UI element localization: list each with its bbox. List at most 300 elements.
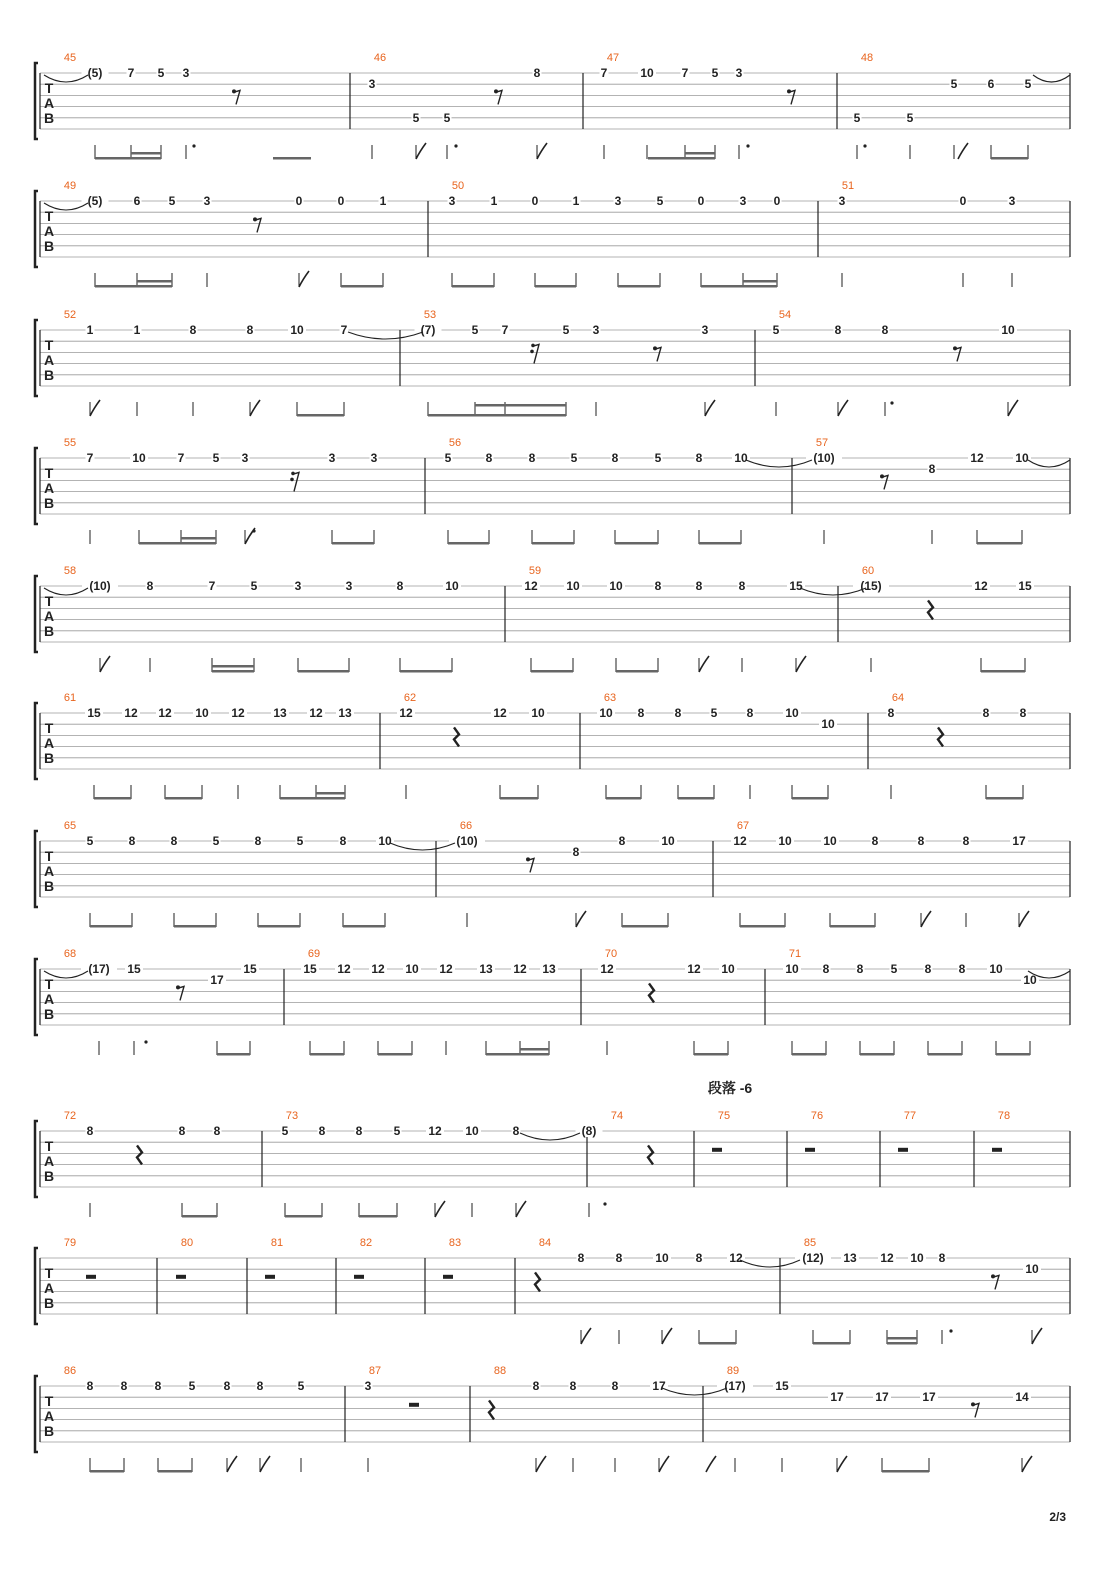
fret-number: 5 xyxy=(250,579,258,593)
fret-number: 8 xyxy=(178,1124,186,1138)
fret-number: 10 xyxy=(785,706,799,720)
note-flag xyxy=(576,911,586,927)
system-bracket xyxy=(35,703,38,779)
fret-number: 8 xyxy=(887,706,895,720)
fret-number: 7 xyxy=(177,451,185,465)
fret-number: 12 xyxy=(428,1124,442,1138)
whole-bar-rest xyxy=(443,1275,453,1279)
system-bracket xyxy=(35,1248,38,1324)
measure-number: 56 xyxy=(448,437,462,449)
note-flag xyxy=(662,1328,672,1344)
note-beam xyxy=(928,1053,962,1056)
fret-number: 8 xyxy=(962,834,970,848)
fret-number: 10 xyxy=(465,1124,479,1138)
measure-number: 81 xyxy=(270,1237,284,1249)
fret-number: 3 xyxy=(203,194,211,208)
fret-number: 0 xyxy=(697,194,705,208)
measure-number: 73 xyxy=(285,1110,299,1122)
whole-bar-rest xyxy=(898,1148,908,1152)
fret-number: 10 xyxy=(445,579,459,593)
eighth-rest xyxy=(233,90,240,104)
fret-number: 8 xyxy=(834,323,842,337)
fret-number: 12 xyxy=(399,706,413,720)
fret-number: 5 xyxy=(86,834,94,848)
fret-number: 10 xyxy=(655,1251,669,1265)
note-beam xyxy=(90,1470,124,1473)
fret-number: 15 xyxy=(127,962,141,976)
fret-number: 8 xyxy=(512,1124,520,1138)
fret-number: 0 xyxy=(531,194,539,208)
fret-number: (8) xyxy=(581,1124,597,1138)
measure-number: 57 xyxy=(815,437,829,449)
fret-number: 8 xyxy=(533,66,541,80)
fret-number: 3 xyxy=(345,579,353,593)
fret-number: 10 xyxy=(531,706,545,720)
quarter-rest xyxy=(454,727,459,746)
note-beam xyxy=(137,280,172,283)
fret-number: 10 xyxy=(821,717,835,732)
note-beam xyxy=(535,285,576,288)
fret-number: 8 xyxy=(856,962,864,976)
fret-number: 15 xyxy=(789,579,803,593)
measure-number: 52 xyxy=(63,309,77,321)
tab-clef-letter: B xyxy=(43,1423,55,1439)
note-beam xyxy=(740,925,785,928)
fret-number: 8 xyxy=(318,1124,326,1138)
note-beam xyxy=(616,670,658,673)
fret-number: 8 xyxy=(637,706,645,720)
fret-number: 15 xyxy=(1018,579,1032,593)
fret-number: 10 xyxy=(910,1251,924,1265)
measure-number: 67 xyxy=(736,820,750,832)
dotted-note-dot xyxy=(863,144,866,147)
note-beam xyxy=(981,670,1025,673)
tab-clef-letter: B xyxy=(43,623,55,639)
note-beam xyxy=(310,1053,344,1056)
fret-number: 10 xyxy=(778,834,792,848)
fret-number: 3 xyxy=(294,579,302,593)
quarter-rest xyxy=(928,600,933,619)
fret-number: 8 xyxy=(86,1379,94,1393)
note-beam xyxy=(520,1048,549,1051)
fret-number: 8 xyxy=(695,451,703,465)
fret-number: 5 xyxy=(157,66,165,80)
note-beam xyxy=(341,285,383,288)
fret-number: (5) xyxy=(87,66,103,80)
fret-number: 10 xyxy=(1025,1262,1039,1277)
note-beam xyxy=(648,157,715,160)
tab-clef-letter: T xyxy=(44,465,54,481)
measure-number: 79 xyxy=(63,1237,77,1249)
fret-number: 10 xyxy=(405,962,419,976)
measure-number: 71 xyxy=(788,948,802,960)
note-beam xyxy=(699,542,741,545)
tab-clef-letter: B xyxy=(43,495,55,511)
fret-number: 5 xyxy=(443,110,451,125)
fret-number: 15 xyxy=(303,962,317,976)
dotted-note-dot xyxy=(144,1040,147,1043)
note-beam xyxy=(977,542,1022,545)
fret-number: 1 xyxy=(133,323,141,337)
tab-clef-letter: A xyxy=(43,1408,55,1424)
fret-number: 10 xyxy=(378,834,392,848)
quarter-rest xyxy=(938,727,943,746)
note-flag xyxy=(921,911,931,927)
measure-number: 76 xyxy=(810,1110,824,1122)
fret-number: (10) xyxy=(456,834,478,848)
tab-clef-letter: T xyxy=(44,1138,54,1154)
fret-number: 8 xyxy=(958,962,966,976)
note-beam xyxy=(694,1053,728,1056)
tab-clef-letter: A xyxy=(43,1153,55,1169)
fret-number: 3 xyxy=(735,66,743,80)
fret-number: 5 xyxy=(890,962,898,976)
note-beam xyxy=(343,925,385,928)
fret-number: 6 xyxy=(987,77,995,92)
note-flag xyxy=(838,400,848,416)
fret-number: 8 xyxy=(674,706,682,720)
tab-clef-letter: B xyxy=(43,238,55,254)
measure-number: 63 xyxy=(603,692,617,704)
fret-number: 10 xyxy=(566,579,580,593)
fret-number: 3 xyxy=(370,451,378,465)
dotted-note-dot xyxy=(192,144,195,147)
measure-number: 75 xyxy=(717,1110,731,1122)
note-flag xyxy=(581,1328,591,1344)
fret-number: 3 xyxy=(739,194,747,208)
fret-number: 8 xyxy=(569,1379,577,1393)
note-beam xyxy=(860,1053,894,1056)
fret-number: 10 xyxy=(132,451,146,465)
note-flag xyxy=(250,400,260,416)
tab-clef-letter: T xyxy=(44,80,54,96)
fret-number: 15 xyxy=(243,962,257,976)
whole-bar-rest xyxy=(354,1275,364,1279)
system-bracket xyxy=(35,1121,38,1197)
note-beam xyxy=(615,542,658,545)
system-bracket xyxy=(35,448,38,524)
fret-number: 8 xyxy=(86,1124,94,1138)
note-beam xyxy=(882,1470,929,1473)
fret-number: 6 xyxy=(133,194,141,208)
quarter-rest xyxy=(535,1272,540,1291)
tab-clef-letter: B xyxy=(43,367,55,383)
tab-clef-letter: A xyxy=(43,608,55,624)
note-beam xyxy=(743,280,777,283)
fret-number: 5 xyxy=(212,451,220,465)
note-beam xyxy=(212,665,254,668)
measure-number: 72 xyxy=(63,1110,77,1122)
fret-number: 10 xyxy=(195,706,209,720)
note-flag xyxy=(100,656,110,672)
measure-number: 58 xyxy=(63,565,77,577)
tab-clef-letter: A xyxy=(43,223,55,239)
fret-number: 10 xyxy=(609,579,623,593)
dotted-note-dot xyxy=(949,1329,952,1332)
fret-number: 10 xyxy=(290,323,304,337)
eighth-rest xyxy=(972,1403,979,1417)
note-beam xyxy=(622,925,668,928)
tab-clef-letter: A xyxy=(43,1280,55,1296)
fret-number: 12 xyxy=(729,1251,743,1265)
fret-number: 8 xyxy=(213,1124,221,1138)
fret-number: 8 xyxy=(871,834,879,848)
note-beam xyxy=(95,157,161,160)
fret-number: 10 xyxy=(721,962,735,976)
fret-number: 8 xyxy=(611,1379,619,1393)
fret-number: 8 xyxy=(528,451,536,465)
measure-number: 59 xyxy=(528,565,542,577)
fret-number: 8 xyxy=(146,579,154,593)
fret-number: 8 xyxy=(618,834,626,848)
fret-number: 8 xyxy=(485,451,493,465)
fret-number: 12 xyxy=(880,1251,894,1265)
system-bracket xyxy=(35,63,38,139)
note-beam xyxy=(297,414,344,417)
note-beam xyxy=(699,1342,736,1345)
measure-number: 53 xyxy=(423,309,437,321)
fret-number: 13 xyxy=(843,1251,857,1265)
fret-number: 15 xyxy=(87,706,101,720)
fret-number: 5 xyxy=(711,66,719,80)
eighth-rest xyxy=(254,218,261,232)
fret-number: 3 xyxy=(368,77,376,92)
fret-number: 17 xyxy=(830,1390,844,1405)
whole-bar-rest xyxy=(712,1148,722,1152)
fret-number: 5 xyxy=(281,1124,289,1138)
tab-clef-letter: T xyxy=(44,337,54,353)
tab-clef-letter: B xyxy=(43,1168,55,1184)
measure-number: 77 xyxy=(903,1110,917,1122)
fret-number: 8 xyxy=(254,834,262,848)
fret-number: 1 xyxy=(379,194,387,208)
fret-number: 7 xyxy=(208,579,216,593)
note-beam xyxy=(94,797,131,800)
fret-number: 3 xyxy=(364,1379,372,1393)
eighth-rest xyxy=(495,90,502,104)
measure-number: 65 xyxy=(63,820,77,832)
whole-bar-rest xyxy=(86,1275,96,1279)
note-beam xyxy=(792,1053,826,1056)
fret-number: 10 xyxy=(661,834,675,848)
note-beam xyxy=(400,670,452,673)
note-beam xyxy=(486,1053,549,1056)
note-flag xyxy=(435,1201,445,1217)
fret-number: 8 xyxy=(577,1251,585,1265)
fret-number: 8 xyxy=(746,706,754,720)
measure-number: 84 xyxy=(538,1237,552,1249)
fret-number: 12 xyxy=(600,962,614,976)
fret-number: 7 xyxy=(86,451,94,465)
fret-number: (15) xyxy=(860,579,882,593)
measure-number: 61 xyxy=(63,692,77,704)
note-beam xyxy=(131,152,161,155)
fret-number: 8 xyxy=(928,462,936,477)
eighth-rest xyxy=(992,1275,999,1289)
note-beam xyxy=(316,792,345,795)
fret-number: 8 xyxy=(396,579,404,593)
fret-number: 10 xyxy=(1023,973,1037,988)
fret-number: 3 xyxy=(328,451,336,465)
note-flag xyxy=(1019,911,1029,927)
fret-number: 7 xyxy=(127,66,135,80)
note-flag xyxy=(659,1456,669,1472)
tie-arc xyxy=(390,843,455,850)
measure-number: 51 xyxy=(841,180,855,192)
fret-number: 13 xyxy=(542,962,556,976)
note-beam xyxy=(532,542,574,545)
fret-number: 0 xyxy=(773,194,781,208)
note-beam xyxy=(378,1053,412,1056)
fret-number: 12 xyxy=(733,834,747,848)
dotted-note-dot xyxy=(890,401,893,404)
fret-number: 5 xyxy=(570,451,578,465)
note-beam xyxy=(996,1053,1030,1056)
note-beam xyxy=(991,157,1028,160)
whole-bar-rest xyxy=(265,1275,275,1279)
fret-number: 13 xyxy=(479,962,493,976)
tie-arc xyxy=(1028,460,1070,467)
note-flag xyxy=(1008,400,1018,416)
note-beam xyxy=(678,797,714,800)
measure-number: 46 xyxy=(373,52,387,64)
fret-number: 12 xyxy=(493,706,507,720)
tab-clef-letter: A xyxy=(43,480,55,496)
fret-number: 5 xyxy=(471,323,479,337)
fret-number: 8 xyxy=(938,1251,946,1265)
fret-number: 5 xyxy=(654,451,662,465)
system-bracket xyxy=(35,576,38,652)
note-flag xyxy=(299,271,309,287)
note-beam xyxy=(139,542,216,545)
note-beam xyxy=(448,542,489,545)
fret-number: 14 xyxy=(1015,1390,1029,1405)
note-flag xyxy=(260,1456,270,1472)
fret-number: 3 xyxy=(1008,194,1016,208)
fret-number: 12 xyxy=(309,706,323,720)
tab-clef-letter: T xyxy=(44,1265,54,1281)
fret-number: 3 xyxy=(701,323,709,337)
system-bracket xyxy=(35,320,38,396)
fret-number: 12 xyxy=(439,962,453,976)
fret-number: (7) xyxy=(420,323,436,337)
whole-bar-rest xyxy=(992,1148,1002,1152)
fret-number: 12 xyxy=(231,706,245,720)
tab-clef-letter: T xyxy=(44,720,54,736)
tab-clef-letter: B xyxy=(43,110,55,126)
fret-number: 5 xyxy=(853,110,861,125)
note-flag xyxy=(416,143,426,159)
measure-number: 66 xyxy=(459,820,473,832)
fret-number: 3 xyxy=(241,451,249,465)
fret-number: 15 xyxy=(775,1379,789,1393)
fret-number: 5 xyxy=(772,323,780,337)
note-flag xyxy=(1022,1456,1032,1472)
eighth-rest xyxy=(954,347,961,361)
note-flag xyxy=(837,1456,847,1472)
note-beam xyxy=(618,285,660,288)
note-beam xyxy=(158,1470,192,1473)
fret-number: 0 xyxy=(295,194,303,208)
fret-number: 8 xyxy=(654,579,662,593)
measure-number: 45 xyxy=(63,52,77,64)
note-beam xyxy=(792,797,828,800)
note-beam xyxy=(500,797,538,800)
note-beam xyxy=(174,925,216,928)
fret-number: 8 xyxy=(189,323,197,337)
tab-clef-letter: A xyxy=(43,352,55,368)
measure-number: 60 xyxy=(861,565,875,577)
note-beam xyxy=(887,1342,917,1345)
fret-number: (10) xyxy=(813,451,835,465)
measure-number: 54 xyxy=(778,309,792,321)
fret-number: (5) xyxy=(87,194,103,208)
fret-number: (12) xyxy=(802,1251,824,1265)
fret-number: 8 xyxy=(615,1251,623,1265)
note-beam xyxy=(165,797,202,800)
section-label: 段落 -6 xyxy=(707,1080,753,1096)
whole-bar-rest xyxy=(409,1403,419,1407)
fret-number: 8 xyxy=(917,834,925,848)
note-beam xyxy=(359,1215,397,1218)
fret-number: 5 xyxy=(168,194,176,208)
fret-number: 12 xyxy=(158,706,172,720)
fret-number: (17) xyxy=(724,1379,746,1393)
dotted-note-dot xyxy=(603,1202,606,1205)
fret-number: 17 xyxy=(875,1390,889,1405)
note-beam xyxy=(298,670,349,673)
tie-arc xyxy=(746,460,812,467)
fret-number: 7 xyxy=(340,323,348,337)
fret-number: 8 xyxy=(695,579,703,593)
fret-number: 8 xyxy=(120,1379,128,1393)
whole-bar-rest xyxy=(176,1275,186,1279)
measure-number: 74 xyxy=(610,1110,624,1122)
system-bracket xyxy=(35,831,38,907)
note-beam xyxy=(90,925,132,928)
tab-clef-letter: B xyxy=(43,1295,55,1311)
measure-number: 70 xyxy=(604,948,618,960)
fret-number: 1 xyxy=(572,194,580,208)
fret-number: 1 xyxy=(86,323,94,337)
note-beam xyxy=(452,285,494,288)
fret-number: 5 xyxy=(710,706,718,720)
measure-number: 68 xyxy=(63,948,77,960)
fret-number: 17 xyxy=(210,973,224,988)
quarter-rest xyxy=(489,1400,494,1419)
fret-number: 8 xyxy=(982,706,990,720)
fret-number: 8 xyxy=(822,962,830,976)
tab-clef-letter: A xyxy=(43,863,55,879)
fret-number: 3 xyxy=(838,194,846,208)
note-beam xyxy=(273,157,311,160)
fret-number: 7 xyxy=(681,66,689,80)
tab-clef-letter: B xyxy=(43,878,55,894)
note-beam xyxy=(986,797,1023,800)
note-flag xyxy=(90,400,100,416)
measure-number: 64 xyxy=(891,692,905,704)
eighth-rest xyxy=(788,90,795,104)
note-flag xyxy=(705,400,715,416)
dotted-note-dot xyxy=(252,529,255,532)
measure-number: 78 xyxy=(997,1110,1011,1122)
fret-number: 3 xyxy=(182,66,190,80)
measure-number: 50 xyxy=(451,180,465,192)
fret-number: 8 xyxy=(246,323,254,337)
fret-number: 5 xyxy=(562,323,570,337)
fret-number: 8 xyxy=(154,1379,162,1393)
fret-number: 17 xyxy=(1012,834,1026,848)
